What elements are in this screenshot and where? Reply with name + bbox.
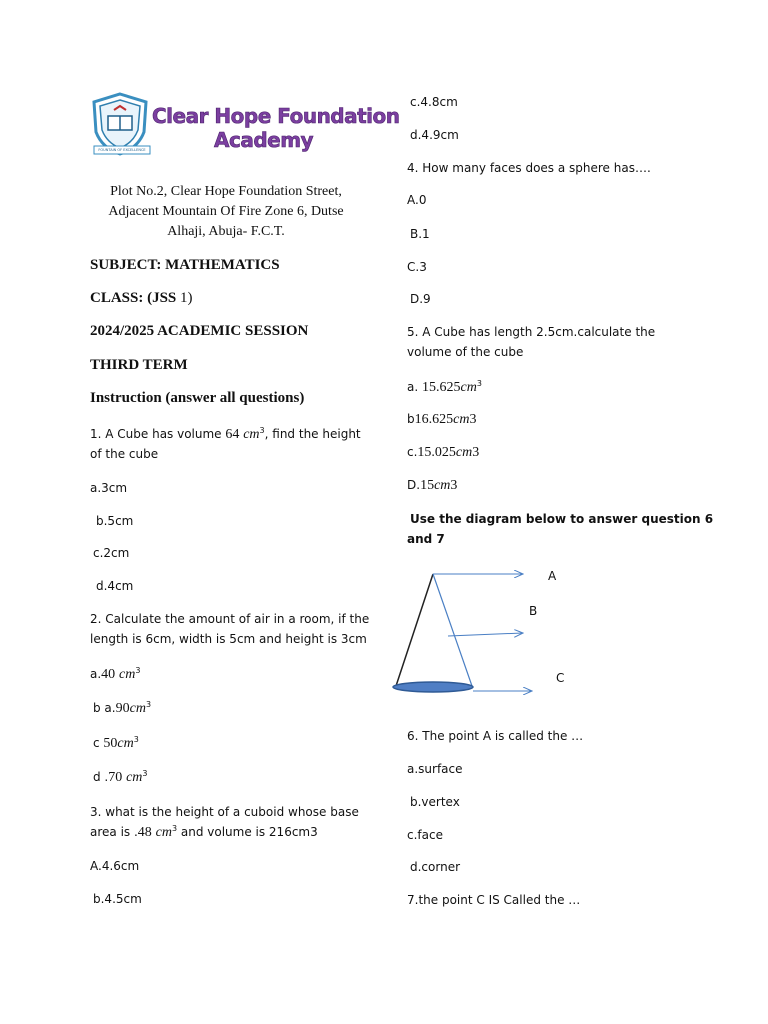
question-1-line2: of the cube xyxy=(90,447,159,461)
q2-option-a: a.40 $cm^3$ xyxy=(90,666,141,682)
school-logo xyxy=(88,92,400,158)
question-5-line2: volume of the cube xyxy=(407,345,524,359)
question-3-line1: 3. what is the height of a cuboid whose base xyxy=(90,805,359,819)
question-6: 6. The point A is called the … xyxy=(407,729,584,743)
q5-option-d: D.15cm3 xyxy=(407,478,458,493)
term-heading: THIRD TERM xyxy=(90,357,188,373)
q6-option-d: d.corner xyxy=(410,860,461,874)
instruction-heading: Instruction (answer all questions) xyxy=(90,390,305,406)
diagram-caption-line1: Use the diagram below to answer question 6 xyxy=(410,512,714,526)
q3-option-b: b.4.5cm xyxy=(93,892,142,906)
arrow-b xyxy=(448,633,523,636)
question-3-line2: area is .48 $cm^3$ and volume is 216cm3 xyxy=(90,824,318,840)
question-4: 4. How many faces does a sphere has…. xyxy=(407,161,651,175)
q4-option-a: A.0 xyxy=(407,193,427,207)
q2-option-c: c $50cm^3$ xyxy=(93,735,139,751)
q3-option-d: d.4.9cm xyxy=(410,128,459,142)
q3-option-c: c.4.8cm xyxy=(410,95,458,109)
q4-option-c: C.3 xyxy=(407,260,427,274)
q2-option-b: b $a.90cm^3$ xyxy=(93,700,152,716)
q1-option-a: a.3cm xyxy=(90,481,128,495)
q3-option-a: A.4.6cm xyxy=(90,859,140,873)
q2-option-d: d .70 $cm^3$ xyxy=(93,769,148,785)
diagram-label-c: C xyxy=(556,671,565,685)
diagram-label-b: B xyxy=(529,604,538,618)
diagram-label-a: A xyxy=(548,569,557,583)
q5-option-c: c.15.025cm3 xyxy=(407,445,480,460)
q4-option-d: D.9 xyxy=(410,292,431,306)
logo-motto: FOUNTAIN OF EXCELLENCE xyxy=(98,148,146,152)
question-2-line1: 2. Calculate the amount of air in a room, if the xyxy=(90,612,370,626)
logo-title-line2: Academy xyxy=(214,128,314,152)
diagram-caption-line2: and 7 xyxy=(407,532,445,546)
question-2-line2: length is 6cm, width is 5cm and height is 3cm xyxy=(90,632,367,646)
session-heading: 2024/2025 ACADEMIC SESSION xyxy=(90,323,309,339)
class-heading: CLASS: (JSS 1) xyxy=(90,290,193,306)
q1-option-c: c.2cm xyxy=(93,546,130,560)
q6-option-c: c.face xyxy=(407,828,443,842)
cone-shape xyxy=(393,574,473,692)
q5-option-b: b16.625cm3 xyxy=(407,412,477,427)
q1-option-d: d.4cm xyxy=(96,579,134,593)
question-7: 7.the point C IS Called the … xyxy=(407,893,581,907)
school-address: Plot No.2, Clear Hope Foundation Street, Adjacent Mountain Of Fire Zone 6, Dutse Alhaji, Abuja- F.C.T. xyxy=(108,184,344,239)
subject-heading: SUBJECT: MATHEMATICS xyxy=(90,257,280,273)
q5-option-a: a. $15.625cm^3$ xyxy=(407,379,482,395)
question-5-line1: 5. A Cube has length 2.5cm.calculate the xyxy=(407,325,656,339)
q6-option-b: b.vertex xyxy=(410,795,460,809)
q1-option-b: b.5cm xyxy=(96,514,134,528)
q4-option-b: B.1 xyxy=(410,227,430,241)
question-1: 1. A Cube has volume 64 $cm^3$, find the height xyxy=(90,426,361,442)
q6-option-a: a.surface xyxy=(407,762,463,776)
logo-title-line1: Clear Hope Foundation xyxy=(152,104,400,128)
